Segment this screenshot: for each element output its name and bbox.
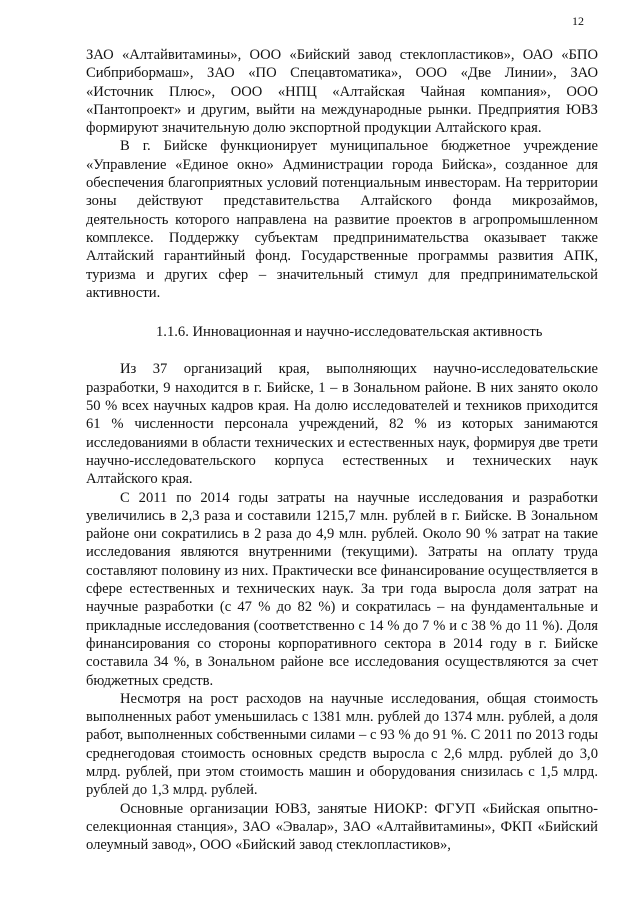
section-heading: 1.1.6. Инновационная и научно-исследовательская активность bbox=[156, 324, 543, 341]
paragraph-organizations: Из 37 организаций края, выполняющих научно-исследовательские разработки, 9 находится в г. Бийске, 1 – в Зональном районе. В них занято около 50 % всех научных кадров края. На долю исследователей и техников приходится 61 % численности персонала учреждений, 82 % из которых занимаются исследованиями в области технических и естественных наук, формируя две трети научно-исследовательского корпуса естественных и технических наук Алтайского края. bbox=[86, 361, 598, 488]
page-number: 12 bbox=[572, 14, 584, 28]
document-body bbox=[86, 46, 598, 854]
paragraph-expenditures: С 2011 по 2014 годы затраты на научные исследования и разработки увеличились в 2,3 раза и составили 1215,7 млн. рублей в г. Бийске. В Зональном районе они сократились в 2 раза до 4,9 млн. рублей. Около 90 % затрат на такие исследования являются внутренними (текущими). Затраты на оплату труда составляют половину из них. Практически все финансирование осуществляется в сфере естественных и технических наук. За три года выросла доля затрат на научные разработки (с 47 % до 82 %) и сократилась – на фундаментальные и прикладные исследования (соответственно с 14 % до 7 % и с 38 % до 11 %). Доля финансирования со стороны корпоративного сектора в 2014 году в г. Бийске составила 34 %, в Зональном районе все исследования осуществляются за счет бюджетных средств. bbox=[86, 489, 598, 689]
paragraph-main-organizations: Основные организации ЮВЗ, занятые НИОКР: ФГУП «Бийская опытно-селекционная станция», ЗАО «Эвалар», ЗАО «Алтайвитамины», ФКП «Бийский олеумный завод», ООО «Бийский завод стеклопластиков», bbox=[86, 800, 598, 854]
paragraph-single-window: В г. Бийске функционирует муниципальное бюджетное учреждение «Управление «Единое окно» Администрации города Бийска», созданное для обеспечения благоприятных условий потенциальным инвесторам. На территории зоны действуют представительства Алтайского фонда микрозаймов, деятельность которого направлена на развитие проектов в агропромышленном комплексе. Поддержку субъектам предпринимательства оказывает также Алтайский гарантийный фонд. Государственные программы развития АПК, туризма и других сфер – значительный стимул для предпринимательской активности. bbox=[86, 138, 598, 301]
paragraph-cost-of-works: Несмотря на рост расходов на научные исследования, общая стоимость выполненных работ уменьшилась с 1381 млн. рублей до 1374 млн. рублей, а доля работ, выполненных собственными силами – с 93 % до 91 %. С 2011 по 2013 годы среднегодовая стоимость основных средств выросла с 2,6 млрд. рублей до 3,0 млрд. рублей, при этом стоимость машин и оборудования снизилась с 1,5 млрд. рублей до 1,3 млрд. рублей. bbox=[86, 690, 598, 799]
paragraph-continued: ЗАО «Алтайвитамины», ООО «Бийский завод стеклопластиков», ОАО «БПО Сибприбормаш», ЗАО «ПО Спецавтоматика», ООО «Две Линии», ЗАО «Источник Плюс», ООО «НПЦ «Алтайская Чайная компания», ООО «Пантопроект» и другим, выйти на международные рынки. Предприятия ЮВЗ формируют значительную долю экспортной продукции Алтайского края. bbox=[86, 47, 598, 137]
